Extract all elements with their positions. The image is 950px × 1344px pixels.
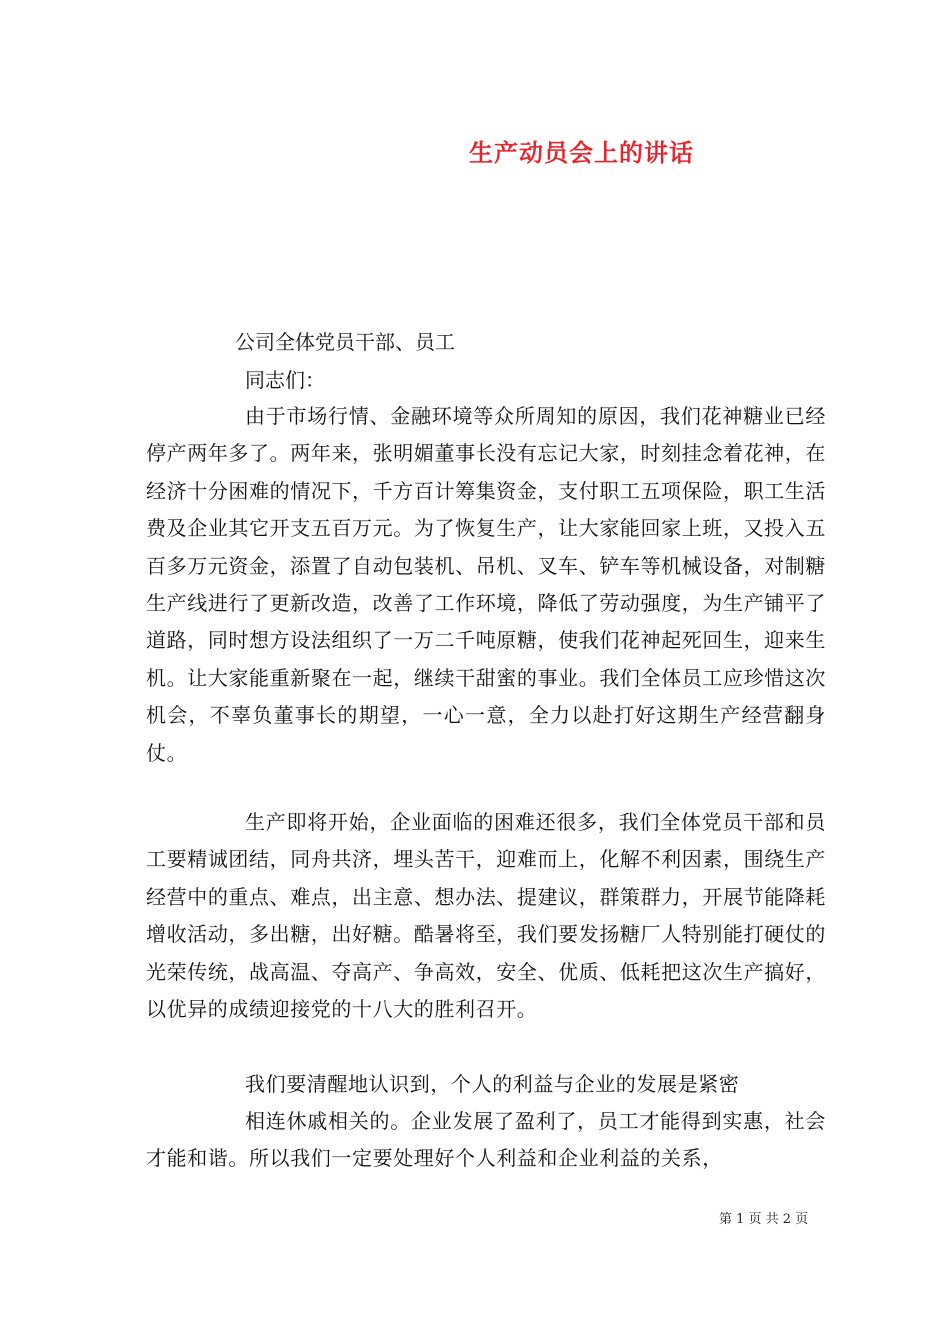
paragraph-3-first-line: 我们要清醒地认识到，个人的利益与企业的发展是紧密: [245, 1072, 740, 1096]
paragraph-2: 生产即将开始，企业面临的困难还很多，我们全体党员干部和员工要精诚团结，同舟共济，埋头苦干，迎难而上，化解不利因素，围绕生产经营中的重点、难点，出主意、想办法、提建议，群策群力，开展节能降耗增收活动，多出糖，出好糖。酷暑将至，我们要发扬糖厂人特别能打硬仗的光荣传统，战高温、夺高产、争高效，安全、优质、低耗把这次生产搞好，以优异的成绩迎接党的十八大的胜利召开。: [146, 810, 826, 1022]
page-number-footer: 第 1 页 共 2 页: [719, 1212, 809, 1227]
salutation-line: 同志们：: [245, 368, 325, 392]
greeting-line: 公司全体党员干部、员工: [235, 330, 455, 354]
paragraph-3-continued: 相连休戚相关的。企业发展了盈利了，员工才能得到实惠，社会才能和谐。所以我们一定要处理好个人利益和企业利益的关系，: [146, 1109, 826, 1171]
document-title: 生产动员会上的讲话: [469, 138, 694, 167]
paragraph-1: 由于市场行情、金融环境等众所周知的原因，我们花神糖业已经停产两年多了。两年来，张明媚董事长没有忘记大家，时刻挂念着花神，在经济十分困难的情况下，千方百计筹集资金，支付职工五项保险，职工生活费及企业其它开支五百万元。为了恢复生产，让大家能回家上班，又投入五百多万元资金，添置了自动包装机、吊机、叉车、铲车等机械设备，对制糖生产线进行了更新改造，改善了工作环境，降低了劳动强度，为生产铺平了道路，同时想方设法组织了一万二千吨原糖，使我们花神起死回生，迎来生机。让大家能重新聚在一起，继续干甜蜜的事业。我们全体员工应珍惜这次机会，不辜负董事长的期望，一心一意，全力以赴打好这期生产经营翻身仗。: [146, 404, 826, 765]
